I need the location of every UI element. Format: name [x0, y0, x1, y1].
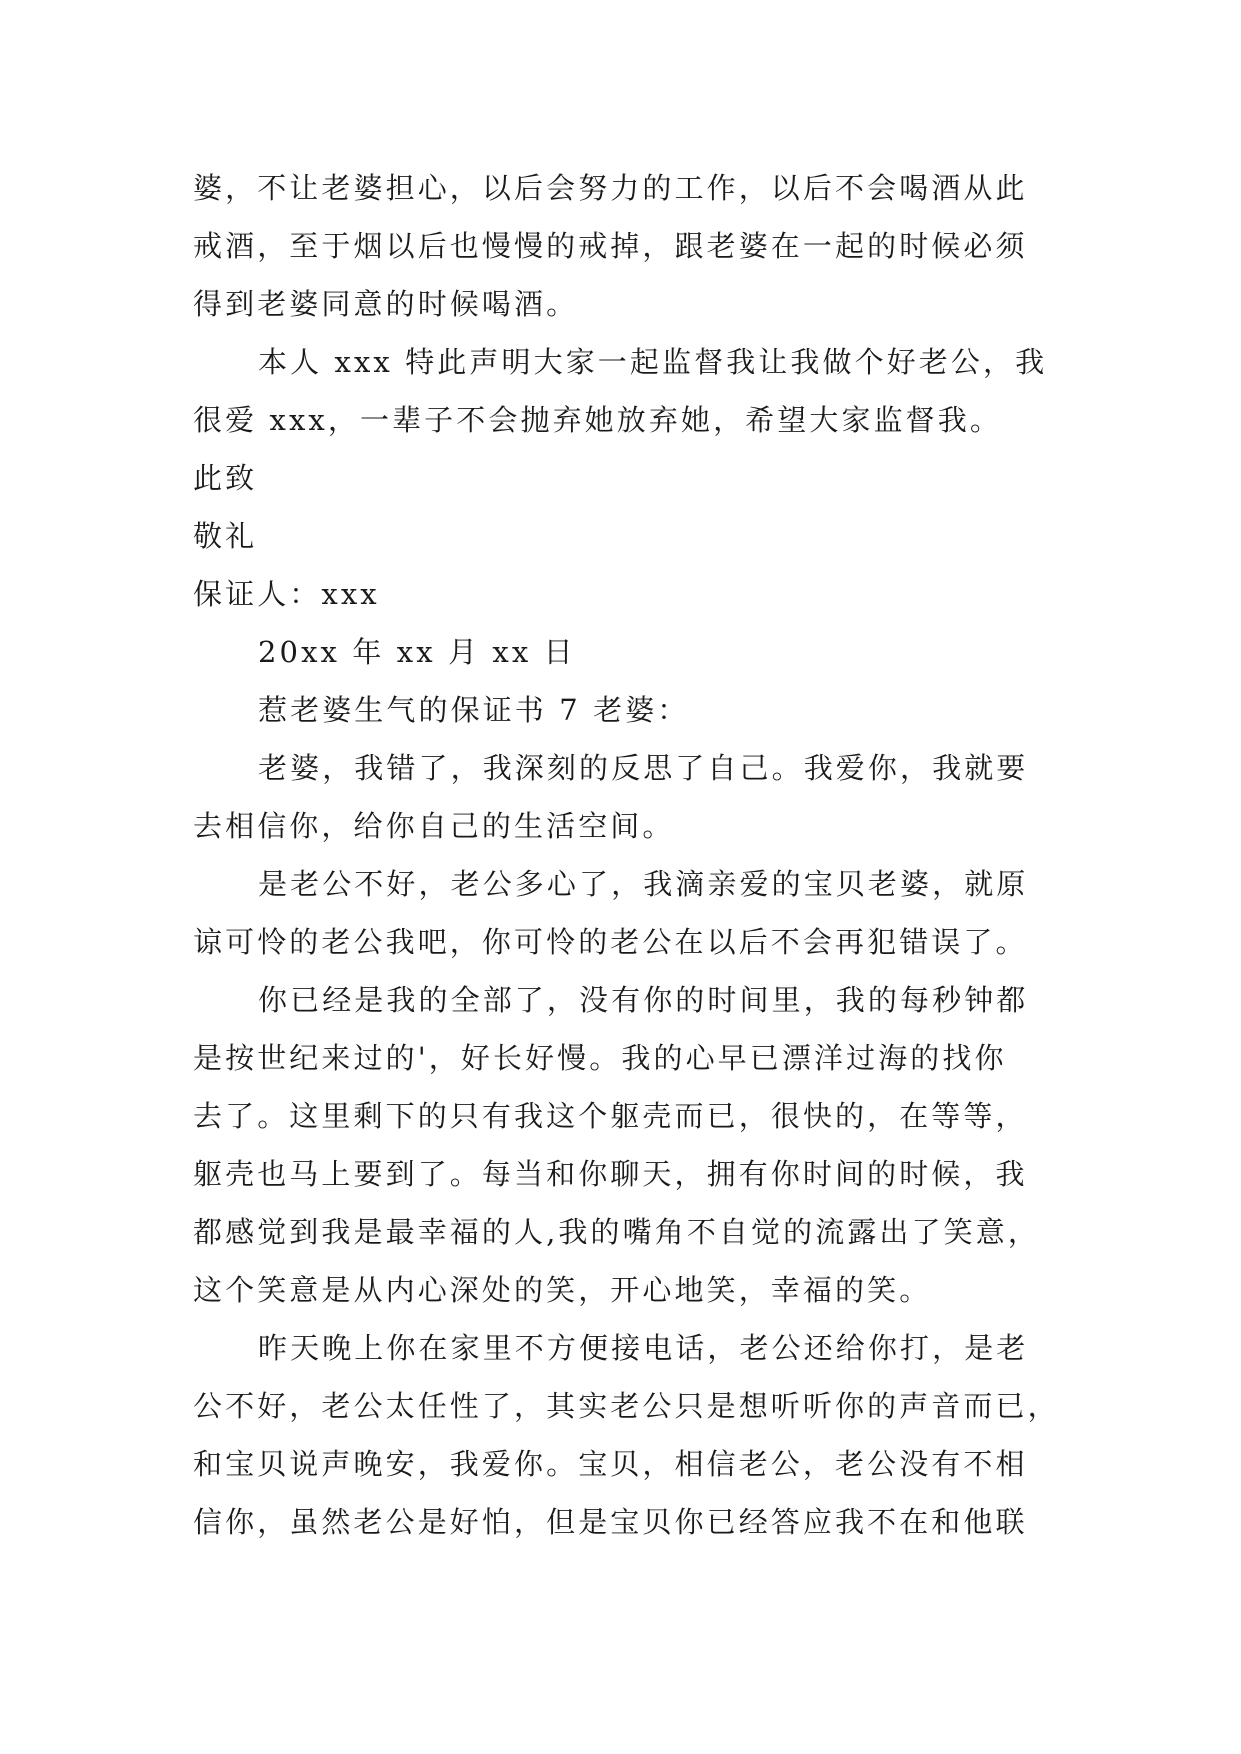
closing-line: 敬礼	[193, 519, 258, 553]
text-line: 信你，虽然老公是好怕，但是宝贝你已经答应我不在和他联	[193, 1505, 1028, 1539]
text-line: 本人 xxx 特此声明大家一起监督我让我做个好老公，我	[258, 345, 1048, 379]
text-line: 公不好，老公太任性了，其实老公只是想听听你的声音而已，	[193, 1389, 1060, 1423]
text-line: 这个笑意是从内心深处的笑，开心地笑，幸福的笑。	[193, 1273, 932, 1307]
text-line: 昨天晚上你在家里不方便接电话，老公还给你打，是老	[258, 1331, 1029, 1365]
text-line: 是按世纪来过的'，好长好慢。我的心早已漂洋过海的找你	[193, 1041, 1007, 1075]
text-line: 去相信你，给你自己的生活空间。	[193, 809, 675, 843]
text-line: 谅可怜的老公我吧，你可怜的老公在以后不会再犯错误了。	[193, 925, 1028, 959]
text-line: 得到老婆同意的时候喝酒。	[193, 287, 579, 321]
text-line: 很爱 xxx，一辈子不会抛弃她放弃她，希望大家监督我。	[193, 403, 1002, 437]
text-line: 都感觉到我是最幸福的人,我的嘴角不自觉的流露出了笑意，	[193, 1215, 1040, 1249]
text-line: 老婆，我错了，我深刻的反思了自己。我爱你，我就要	[258, 751, 1029, 785]
text-line: 是老公不好，老公多心了，我滴亲爱的宝贝老婆，就原	[258, 867, 1029, 901]
text-line: 婆，不让老婆担心，以后会努力的工作，以后不会喝酒从此	[193, 171, 1028, 205]
text-line: 戒酒，至于烟以后也慢慢的戒掉，跟老婆在一起的时候必须	[193, 229, 1028, 263]
guarantor-line: 保证人：xxx	[193, 577, 380, 611]
text-line: 和宝贝说声晚安，我爱你。宝贝，相信老公，老公没有不相	[193, 1447, 1028, 1481]
text-line: 你已经是我的全部了，没有你的时间里，我的每秒钟都	[258, 983, 1029, 1017]
section-heading: 惹老婆生气的保证书 7 老婆：	[258, 693, 690, 727]
text-line: 去了。这里剩下的只有我这个躯壳而已，很快的，在等等，	[193, 1099, 1028, 1133]
closing-line: 此致	[193, 461, 258, 495]
text-line: 躯壳也马上要到了。每当和你聊天，拥有你时间的时候，我	[193, 1157, 1028, 1191]
date-line: 20xx 年 xx 月 xx 日	[258, 635, 576, 669]
